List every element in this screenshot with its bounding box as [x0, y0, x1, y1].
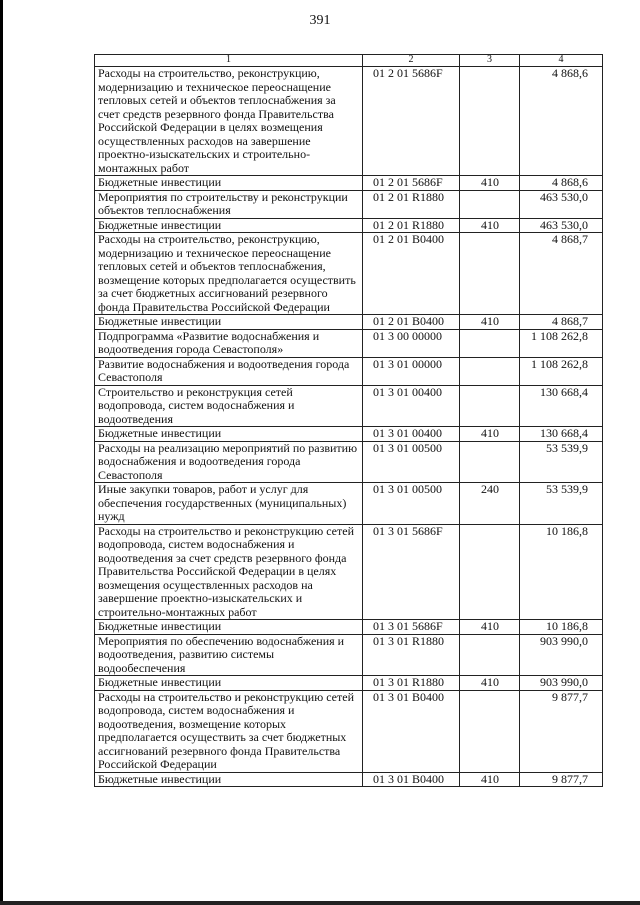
row-name-cell: Подпрограмма «Развитие водоснабжения и водоотведения города Севастополя»	[95, 329, 363, 357]
row-group-cell: 410	[460, 427, 520, 442]
row-group-cell: 410	[460, 218, 520, 233]
row-amount-cell: 903 990,0	[520, 634, 603, 676]
row-amount-cell: 4 868,6	[520, 67, 603, 176]
row-name-cell: Бюджетные инвестиции	[95, 315, 363, 330]
row-group-cell	[460, 441, 520, 483]
scan-left-edge	[0, 0, 3, 905]
row-group-cell: 410	[460, 676, 520, 691]
row-amount-cell: 4 868,7	[520, 315, 603, 330]
row-name-cell: Строительство и реконструкция сетей водопровода, систем водоснабжения и водоотведения	[95, 385, 363, 427]
row-amount-cell: 130 668,4	[520, 427, 603, 442]
table-row	[95, 676, 603, 691]
row-code-cell: 01 3 01 00000	[363, 357, 460, 385]
row-code-cell: 01 3 01 B0400	[363, 772, 460, 787]
row-code-cell: 01 2 01 R1880	[363, 218, 460, 233]
row-group-cell: 410	[460, 772, 520, 787]
row-name-cell: Мероприятия по строительству и реконструкции объектов теплоснабжения	[95, 190, 363, 218]
row-name-cell: Бюджетные инвестиции	[95, 218, 363, 233]
row-amount-cell: 53 539,9	[520, 483, 603, 525]
table-row	[95, 190, 603, 218]
row-group-cell	[460, 690, 520, 772]
table-row	[95, 67, 603, 176]
row-code-cell: 01 3 01 00500	[363, 441, 460, 483]
row-name-cell: Развитие водоснабжения и водоотведения города Севастополя	[95, 357, 363, 385]
row-group-cell: 410	[460, 315, 520, 330]
row-amount-cell: 1 108 262,8	[520, 357, 603, 385]
table-row	[95, 620, 603, 635]
table-row	[95, 427, 603, 442]
table-row	[95, 329, 603, 357]
row-code-cell: 01 3 01 00500	[363, 483, 460, 525]
row-amount-cell: 130 668,4	[520, 385, 603, 427]
row-name-cell: Расходы на строительство и реконструкцию сетей водопровода, систем водоснабжения и водоотведения за счет средств резервного фонда Правительства Российской Федерации в целях возмещения осуществленных расходов на завершение проектно-изыскательских и строительно-монтажных работ	[95, 524, 363, 620]
row-code-cell: 01 2 01 5686F	[363, 176, 460, 191]
scan-bottom-edge	[0, 901, 640, 905]
row-group-cell	[460, 634, 520, 676]
row-group-cell	[460, 190, 520, 218]
row-group-cell	[460, 524, 520, 620]
row-name-cell: Расходы на строительство, реконструкцию, модернизацию и техническое переоснащение тепловых сетей и объектов теплоснабжения за счет средств резервного фонда Правительства Российской Федерации в целях возмещения осуществленных расходов на завершение проектно-изыскательских и строительно-монтажных работ	[95, 67, 363, 176]
row-code-cell: 01 3 01 00400	[363, 427, 460, 442]
row-amount-cell: 10 186,8	[520, 524, 603, 620]
table-row	[95, 233, 603, 315]
row-group-cell	[460, 233, 520, 315]
row-group-cell	[460, 67, 520, 176]
row-name-cell: Иные закупки товаров, работ и услуг для обеспечения государственных (муниципальных) нужд	[95, 483, 363, 525]
row-name-cell: Бюджетные инвестиции	[95, 772, 363, 787]
table-row	[95, 524, 603, 620]
row-amount-cell: 9 877,7	[520, 690, 603, 772]
row-code-cell: 01 3 01 R1880	[363, 634, 460, 676]
table-row	[95, 690, 603, 772]
header-col-1: 1	[95, 55, 363, 67]
table-row	[95, 385, 603, 427]
table-row	[95, 441, 603, 483]
row-group-cell	[460, 385, 520, 427]
row-name-cell: Бюджетные инвестиции	[95, 176, 363, 191]
row-code-cell: 01 2 01 R1880	[363, 190, 460, 218]
row-amount-cell: 9 877,7	[520, 772, 603, 787]
row-group-cell: 410	[460, 176, 520, 191]
table-row	[95, 176, 603, 191]
row-code-cell: 01 2 01 B0400	[363, 315, 460, 330]
row-amount-cell: 53 539,9	[520, 441, 603, 483]
row-code-cell: 01 3 01 R1880	[363, 676, 460, 691]
row-amount-cell: 463 530,0	[520, 218, 603, 233]
row-amount-cell: 1 108 262,8	[520, 329, 603, 357]
row-name-cell: Расходы на строительство и реконструкцию сетей водопровода, систем водоснабжения и водоотведения, возмещение которых предполагается осуществить за счет бюджетных ассигнований резервного фонда Правительства Российской Федерации	[95, 690, 363, 772]
table-row	[95, 483, 603, 525]
table-row	[95, 634, 603, 676]
row-group-cell: 410	[460, 620, 520, 635]
table-row	[95, 357, 603, 385]
row-amount-cell: 4 868,7	[520, 233, 603, 315]
row-name-cell: Расходы на реализацию мероприятий по развитию водоснабжения и водоотведения города Севастополя	[95, 441, 363, 483]
row-code-cell: 01 3 01 5686F	[363, 524, 460, 620]
row-code-cell: 01 3 01 00400	[363, 385, 460, 427]
row-code-cell: 01 2 01 5686F	[363, 67, 460, 176]
row-group-cell: 240	[460, 483, 520, 525]
row-name-cell: Бюджетные инвестиции	[95, 427, 363, 442]
row-amount-cell: 903 990,0	[520, 676, 603, 691]
row-group-cell	[460, 357, 520, 385]
row-code-cell: 01 3 01 5686F	[363, 620, 460, 635]
row-amount-cell: 10 186,8	[520, 620, 603, 635]
row-amount-cell: 4 868,6	[520, 176, 603, 191]
row-amount-cell: 463 530,0	[520, 190, 603, 218]
header-col-3: 3	[460, 55, 520, 67]
table-row	[95, 315, 603, 330]
row-code-cell: 01 3 00 00000	[363, 329, 460, 357]
row-group-cell	[460, 329, 520, 357]
row-name-cell: Бюджетные инвестиции	[95, 676, 363, 691]
row-name-cell: Мероприятия по обеспечению водоснабжения и водоотведения, развитию системы водообеспечения	[95, 634, 363, 676]
table-row	[95, 218, 603, 233]
row-name-cell: Расходы на строительство, реконструкцию, модернизацию и техническое переоснащение тепловых сетей и объектов теплоснабжения, возмещение которых предполагается осуществить за счет бюджетных ассигнований резервного фонда Правительства Российской Федерации	[95, 233, 363, 315]
budget-table	[94, 54, 603, 787]
table-row	[95, 772, 603, 787]
header-col-2: 2	[363, 55, 460, 67]
header-col-4: 4	[520, 55, 603, 67]
table-header-row	[95, 55, 603, 67]
row-name-cell: Бюджетные инвестиции	[95, 620, 363, 635]
row-code-cell: 01 3 01 B0400	[363, 690, 460, 772]
page-number: 391	[309, 13, 331, 28]
row-code-cell: 01 2 01 B0400	[363, 233, 460, 315]
